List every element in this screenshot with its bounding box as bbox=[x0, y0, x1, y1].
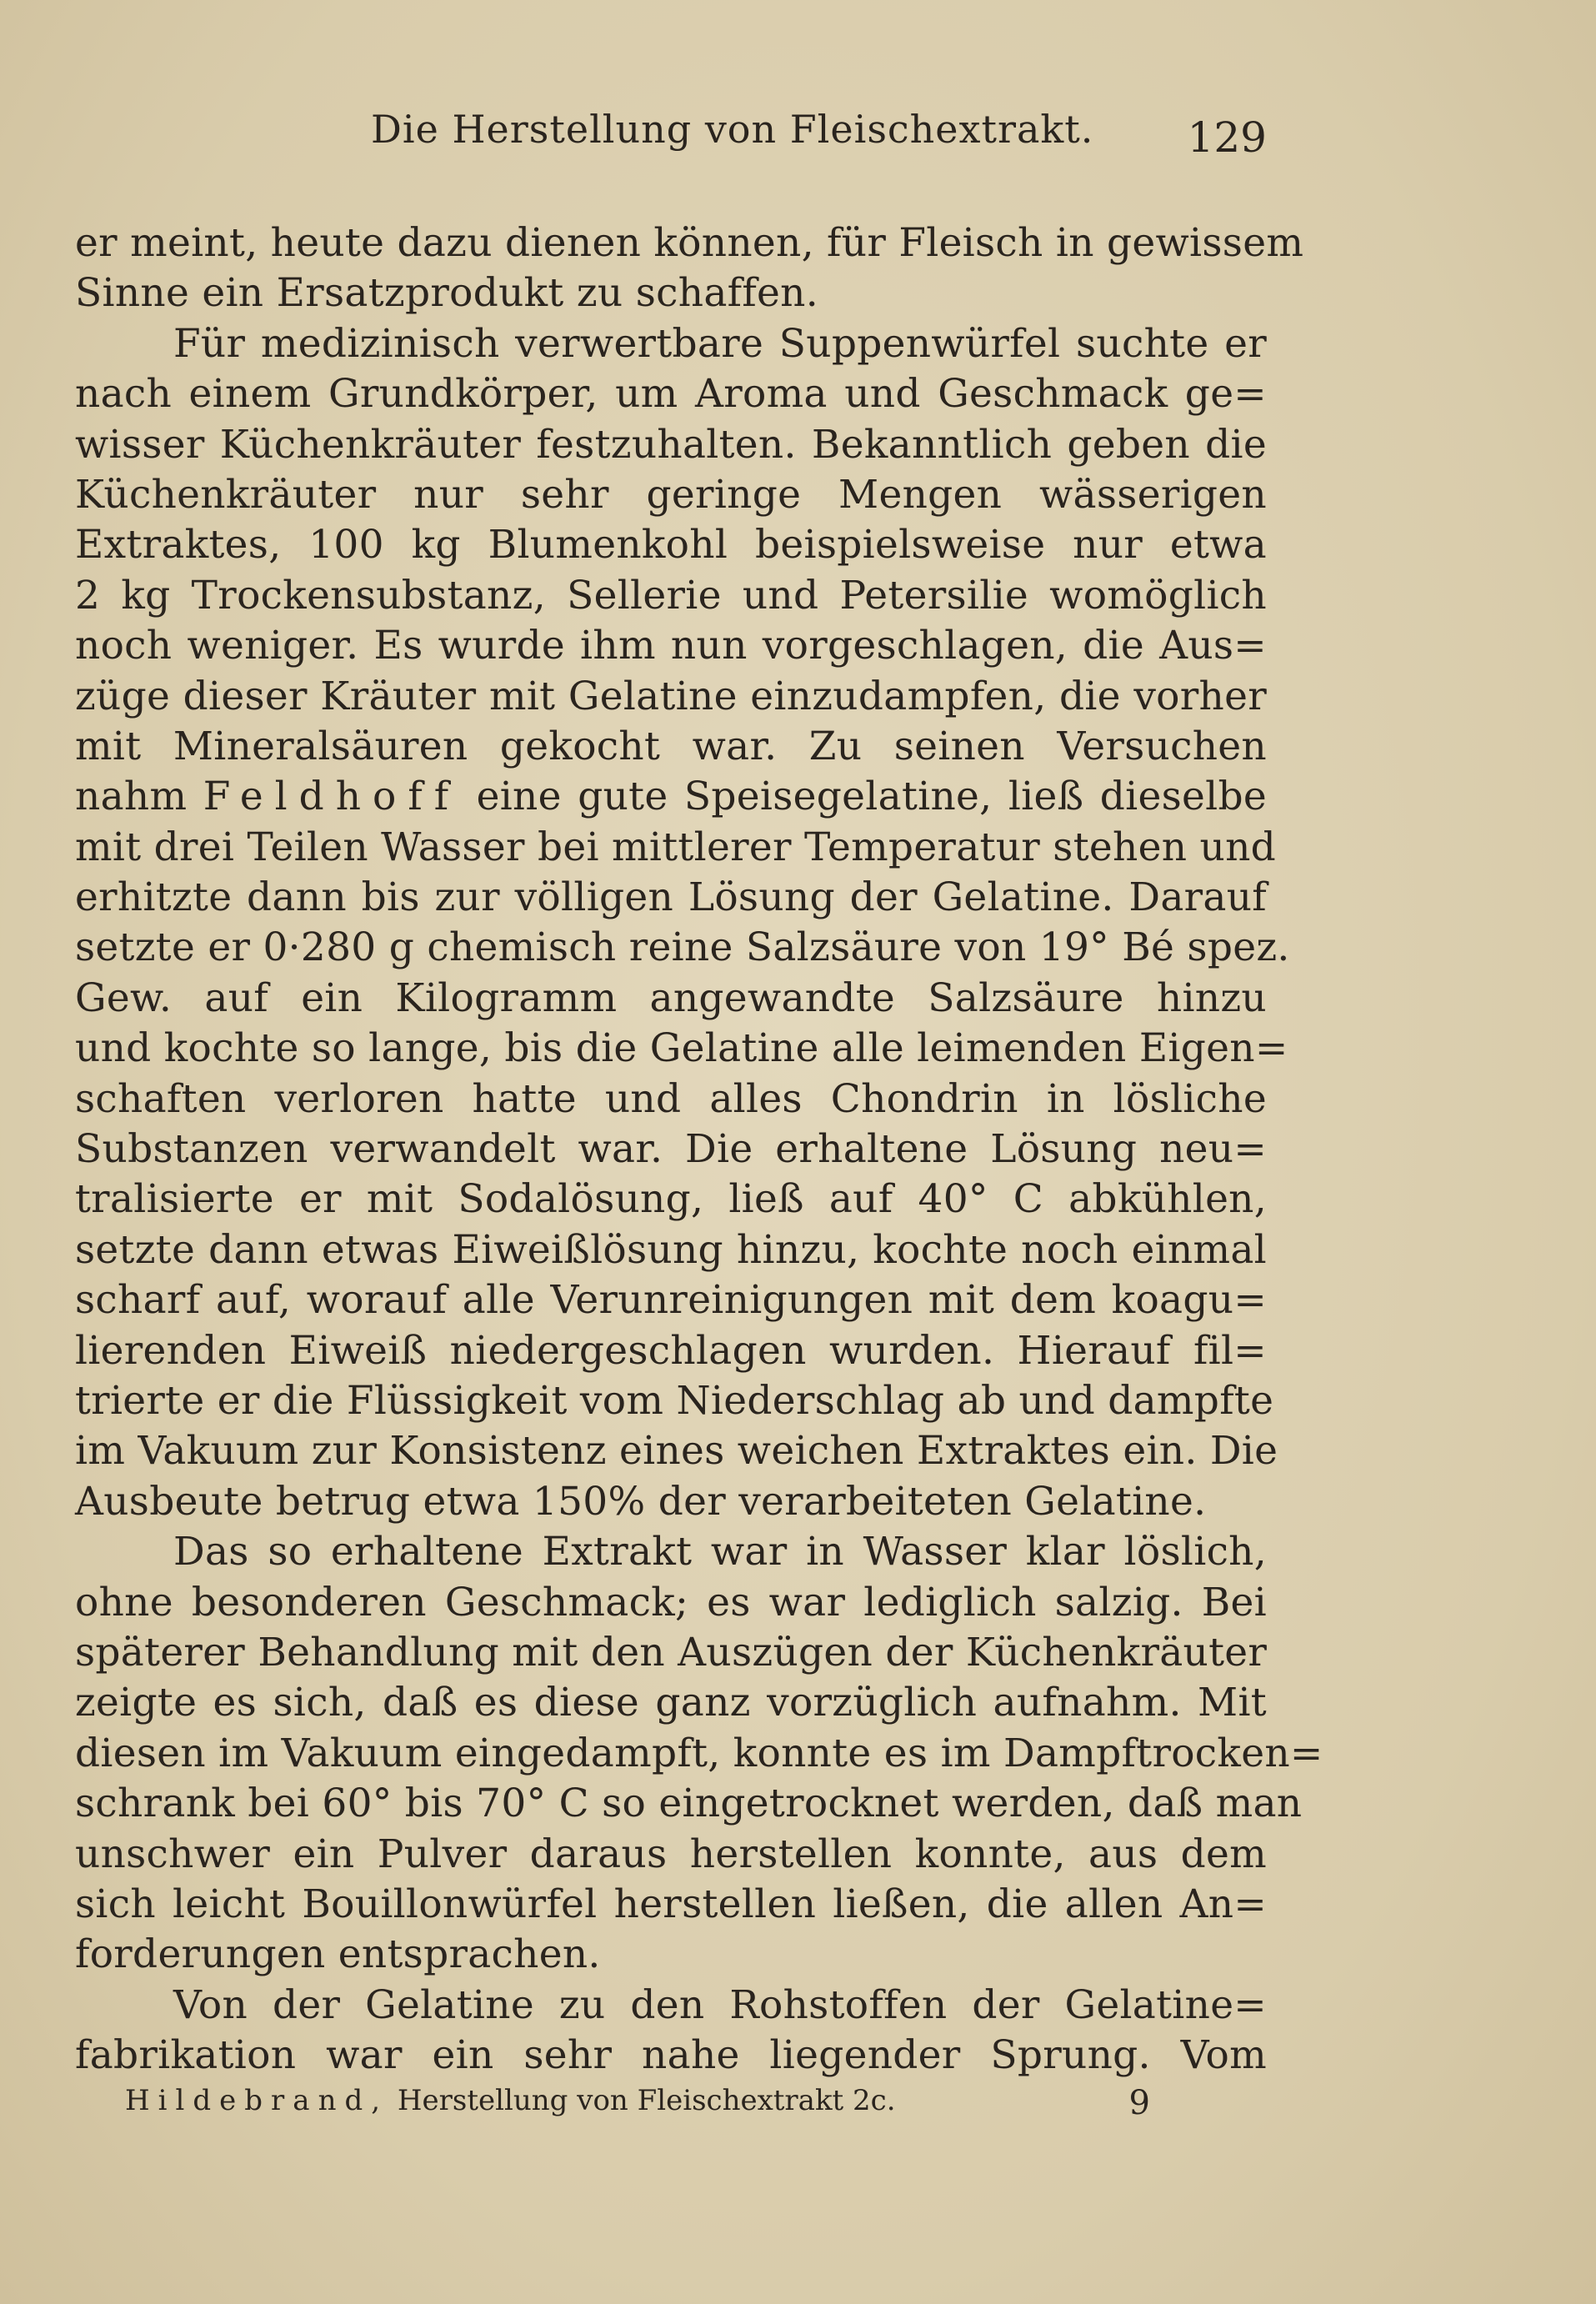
text-line: setzte dann etwas Eiweißlösung hinzu, kochte noch einmal bbox=[75, 1226, 1267, 1273]
text-line: züge dieser Kräuter mit Gelatine einzudampfen, die vorher bbox=[75, 673, 1267, 719]
text-line: späterer Behandlung mit den Auszügen der Küchenkräuter bbox=[75, 1629, 1268, 1675]
text-line: Von der Gelatine zu den Rohstoffen der Gelatine= bbox=[173, 1981, 1267, 2028]
text-line: schrank bei 60° bis 70° C so eingetrocknet werden, daß man bbox=[75, 1781, 1303, 1827]
text-line: Sinne ein Ersatzprodukt zu schaffen. bbox=[75, 270, 818, 317]
text-line: nach einem Grundkörper, um Aroma und Geschmack ge= bbox=[75, 371, 1267, 418]
page-number: 129 bbox=[1187, 113, 1267, 162]
text-line: mit drei Teilen Wasser bei mittlerer Temperatur stehen und bbox=[75, 824, 1277, 870]
text-line: Gew. auf ein Kilogramm angewandte Salzsäure hinzu bbox=[75, 974, 1267, 1021]
text-line: fabrikation war ein sehr nahe liegender Sprung. Vom bbox=[75, 2032, 1267, 2079]
text-line: im Vakuum zur Konsistenz eines weichen Extraktes ein. Die bbox=[75, 1428, 1278, 1475]
running-head-title: Die Herstellung von Fleischextrakt. bbox=[371, 107, 1094, 152]
text-line: tralisierte er mit Sodalösung, ließ auf 40° C abkühlen, bbox=[75, 1176, 1267, 1223]
footer-short-title: Herstellung von Fleischextrakt 2c. bbox=[397, 2084, 896, 2117]
running-head bbox=[75, 107, 1267, 173]
text-line: Küchenkräuter nur sehr geringe Mengen wässerigen bbox=[75, 471, 1267, 518]
text-line: erhitzte dann bis zur völligen Lösung der Gelatine. Darauf bbox=[75, 874, 1267, 921]
text-line: scharf auf, worauf alle Verunreinigungen mit dem koagu= bbox=[75, 1277, 1267, 1324]
text-line: mit Mineralsäuren gekocht war. Zu seinen Versuchen bbox=[75, 723, 1267, 769]
text-line: diesen im Vakuum eingedampft, konnte es im Dampftrocken= bbox=[75, 1730, 1323, 1776]
text-line: ohne besonderen Geschmack; es war lediglich salzig. Bei bbox=[75, 1579, 1267, 1625]
body-text bbox=[75, 218, 1323, 2081]
text-line: wisser Küchenkräuter festzuhalten. Bekanntlich geben die bbox=[75, 421, 1267, 468]
text-line: zeigte es sich, daß es diese ganz vorzüglich aufnahm. Mit bbox=[75, 1680, 1267, 1726]
text-line: Für medizinisch verwertbare Suppenwürfel suchte er bbox=[173, 320, 1267, 367]
text-line: setzte er 0·280 g chemisch reine Salzsäure von 19° Bé spez. bbox=[75, 924, 1290, 971]
signature-mark: 9 bbox=[1128, 2084, 1150, 2122]
text-line: lierenden Eiweiß niedergeschlagen wurden. Hierauf fil= bbox=[75, 1327, 1267, 1374]
text-line: und kochte so lange, bis die Gelatine alle leimenden Eigen= bbox=[75, 1025, 1288, 1072]
spaced-name: Feldhoff bbox=[203, 774, 461, 820]
text-line: Ausbeute betrug etwa 150% der verarbeiteten Gelatine. bbox=[75, 1478, 1207, 1525]
text-line: noch weniger. Es wurde ihm nun vorgeschlagen, die Aus= bbox=[75, 623, 1267, 669]
text-line-with-spaced-name bbox=[75, 772, 1267, 822]
text-line: Das so erhaltene Extrakt war in Wasser klar löslich, bbox=[173, 1529, 1267, 1575]
text-line: schaften verloren hatte und alles Chondrin in lösliche bbox=[75, 1075, 1267, 1122]
text-line: 2 kg Trockensubstanz, Sellerie und Petersilie womöglich bbox=[75, 572, 1267, 619]
text-line: er meint, heute dazu dienen können, für Fleisch in gewissem bbox=[75, 220, 1304, 266]
text-fragment: nahm bbox=[75, 774, 203, 820]
text-line: forderungen entsprachen. bbox=[75, 1931, 601, 1978]
footer bbox=[125, 2084, 1150, 2134]
text-fragment: eine gute Speisegelatine, ließ dieselbe bbox=[476, 774, 1267, 820]
text-line: sich leicht Bouillonwürfel herstellen ließen, die allen An= bbox=[75, 1881, 1267, 1927]
text-line: Substanzen verwandelt war. Die erhaltene Lösung neu= bbox=[75, 1126, 1267, 1173]
text-line: Extraktes, 100 kg Blumenkohl beispielsweise nur etwa bbox=[75, 522, 1267, 568]
text-line: unschwer ein Pulver daraus herstellen konnte, aus dem bbox=[75, 1831, 1267, 1877]
text-line: trierte er die Flüssigkeit vom Niederschlag ab und dampfte bbox=[75, 1377, 1274, 1424]
footer-author: Hildebrand, bbox=[125, 2084, 389, 2117]
